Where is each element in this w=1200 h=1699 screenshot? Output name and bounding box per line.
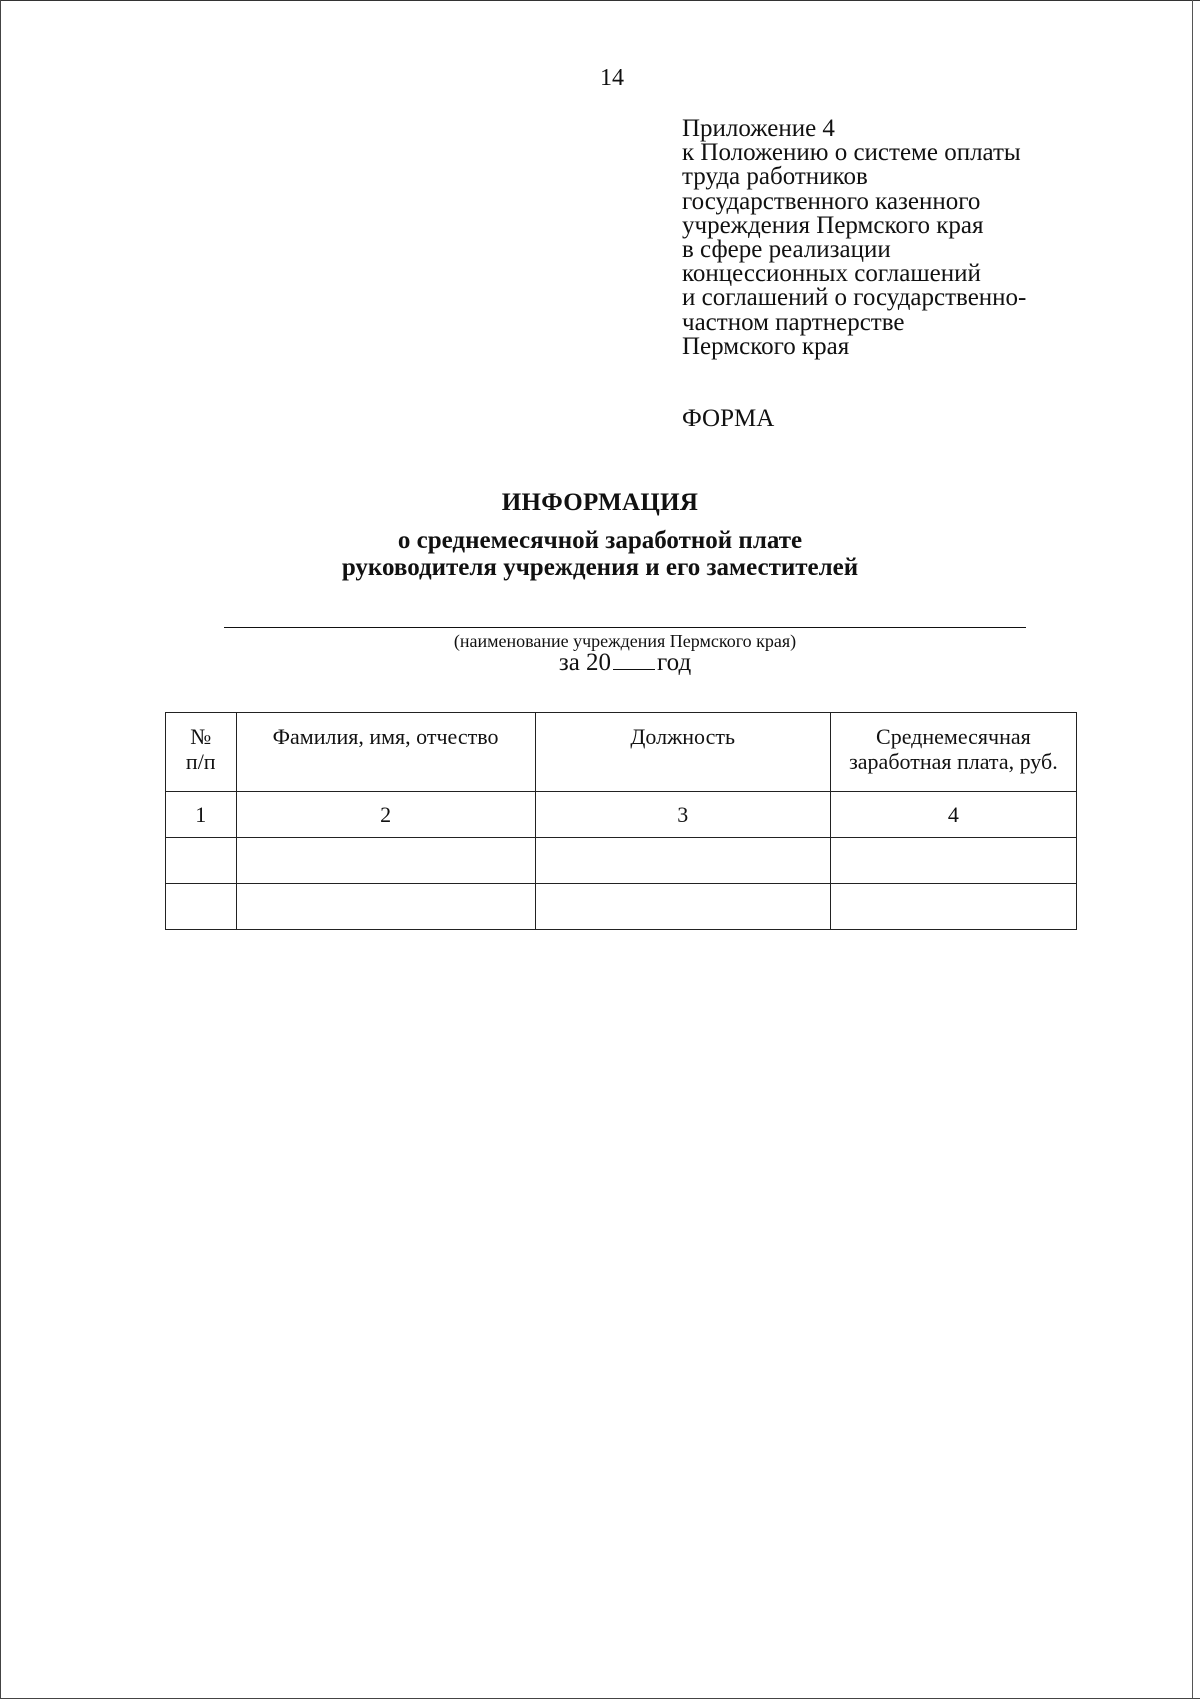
column-number: 4: [830, 792, 1076, 838]
appendix-line: к Положению о системе оплаты: [682, 139, 1021, 167]
table-cell[interactable]: [830, 838, 1076, 884]
column-number: 3: [535, 792, 830, 838]
appendix-block: [682, 117, 1122, 359]
header-position: [535, 713, 830, 792]
subtitle-line: о среднемесячной заработной плате: [397, 527, 803, 554]
institution-caption: (наименование учреждения Пермского края): [453, 631, 797, 651]
appendix-line: труда работников: [682, 163, 868, 191]
header-line: №: [190, 724, 212, 749]
header-line: Должность: [630, 724, 736, 749]
table-cell[interactable]: [535, 884, 830, 930]
page-number: 14: [600, 65, 624, 91]
institution-name-field[interactable]: [224, 627, 1026, 628]
salary-table: [165, 712, 1077, 930]
column-number: 1: [166, 792, 237, 838]
subtitle-line: руководителя учреждения и его заместителей: [341, 554, 859, 581]
column-number: 2: [236, 792, 535, 838]
table-cell[interactable]: [166, 884, 237, 930]
year-prefix: за 20: [558, 649, 612, 676]
header-line: Среднемесячная: [876, 724, 1031, 749]
appendix-line: и соглашений о государственно-: [682, 284, 1027, 312]
appendix-line: Приложение 4: [682, 115, 835, 142]
header-number: [166, 713, 237, 792]
table-cell[interactable]: [166, 838, 237, 884]
table-header-row: [166, 713, 1077, 792]
year-blank-field[interactable]: [613, 647, 655, 670]
appendix-line: Пермского края: [682, 332, 850, 360]
document-title: ИНФОРМАЦИЯ: [501, 489, 699, 516]
appendix-line: в сфере реализации: [682, 236, 891, 264]
appendix-line: учреждения Пермского края: [682, 211, 984, 239]
header-average-salary: [830, 713, 1076, 792]
table-cell[interactable]: [830, 884, 1076, 930]
page-border-top: [0, 0, 1200, 1]
appendix-line: частном партнерстве: [682, 308, 905, 336]
table-row: [166, 838, 1077, 884]
appendix-line: государственного казенного: [682, 187, 981, 215]
year-line: [0, 647, 1200, 678]
header-line: п/п: [185, 749, 216, 774]
appendix-line: концессионных соглашений: [682, 260, 981, 288]
header-full-name: [236, 713, 535, 792]
form-label: ФОРМА: [682, 405, 775, 432]
year-suffix: год: [657, 649, 692, 676]
header-line: Фамилия, имя, отчество: [272, 724, 499, 749]
table-row: [166, 884, 1077, 930]
page-border-left: [0, 0, 1, 1699]
column-number-row: [166, 792, 1077, 838]
document-subtitle: [0, 527, 1200, 581]
header-line: заработная плата, руб.: [849, 749, 1058, 774]
table-cell[interactable]: [535, 838, 830, 884]
page-border-right: [1192, 0, 1193, 1699]
table-cell[interactable]: [236, 884, 535, 930]
table-cell[interactable]: [236, 838, 535, 884]
